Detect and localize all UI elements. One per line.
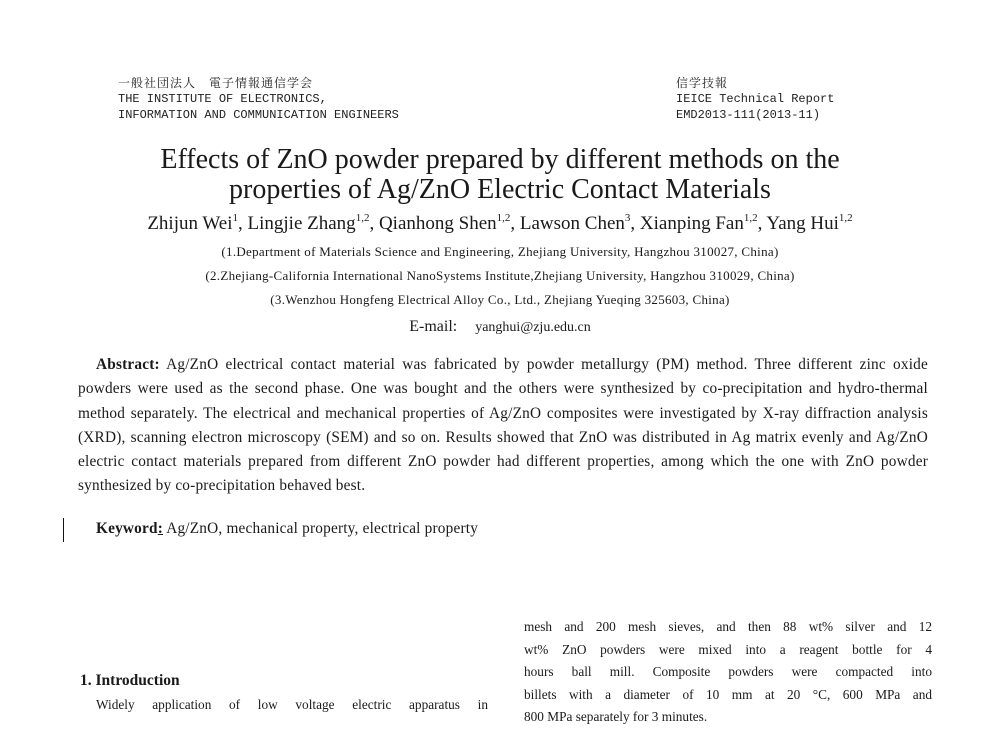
keyword-text: Ag/ZnO, mechanical property, electrical property (163, 520, 479, 537)
title-line-2: properties of Ag/ZnO Electric Contact Materials (229, 174, 771, 205)
text-cursor (63, 518, 64, 542)
author-affiliation-marker: 1 (232, 212, 239, 224)
author-separator: , (630, 213, 640, 234)
email-address: yanghui@zju.edu.cn (475, 320, 591, 335)
right-column-line: mesh and 200 mesh sieves, and then 88 wt% silver and 12 (524, 619, 932, 634)
affiliation-1: (1.Department of Materials Science and Engineering, Zhejiang University, Hangzhou 310027, China) (221, 244, 779, 259)
keyword-label: Keyword (96, 520, 158, 537)
author-affiliation-marker: 1,2 (743, 212, 758, 224)
email-line (60, 318, 940, 336)
right-column-text (524, 616, 932, 729)
report-number: EMD2013-111(2013-11) (676, 108, 821, 122)
author-separator: , (238, 213, 248, 234)
email-label: E-mail: (409, 318, 458, 335)
right-column-line: billets with a diameter of 10 mm at 20 °C, 600 MPa and (524, 686, 932, 702)
author-name: Yang Hui (766, 213, 839, 234)
author-separator: , (757, 213, 767, 234)
abstract-label: Abstract: (96, 356, 160, 373)
report-name-japanese: 信学技報 (676, 76, 729, 90)
abstract (78, 353, 928, 499)
right-column-line: 800 MPa separately for 3 minutes. (524, 709, 708, 725)
author-name: Qianhong Shen (378, 213, 497, 234)
author-name: Lawson Chen (519, 213, 625, 234)
author-separator: , (510, 213, 520, 234)
society-name-japanese: 一般社団法人 電子情報通信学会 (118, 76, 314, 90)
introduction-heading: 1. Introduction (80, 672, 180, 689)
author-affiliation-marker: 1,2 (355, 212, 370, 224)
author-separator: , (369, 213, 379, 234)
report-name: IEICE Technical Report (676, 92, 835, 106)
author-list (60, 213, 940, 235)
right-column-line: wt% ZnO powders were mixed into a reagent bottle for 4 (524, 641, 932, 657)
author-affiliation-marker: 1,2 (838, 212, 853, 224)
society-name-line2: INFORMATION AND COMMUNICATION ENGINEERS (118, 108, 399, 122)
society-name-line1: THE INSTITUTE OF ELECTRONICS, (118, 92, 327, 106)
author-name: Lingjie Zhang (247, 213, 356, 234)
author-affiliation-marker: 3 (624, 212, 631, 224)
introduction-text: Widely application of low voltage electric apparatus in (96, 697, 488, 712)
paper-title (60, 145, 940, 205)
author-affiliation-marker: 1,2 (496, 212, 511, 224)
header-right (676, 75, 834, 123)
abstract-text: Ag/ZnO electrical contact material was fabricated by powder metallurgy (PM) method. Three different zinc oxide powders were used as the second phase. One was bought and the others were synthesized by co-precipitation and hydro-thermal method separately. The electrical and mechanical properties of Ag/ZnO composites were investigated by X-ray diffraction analysis (XRD), scanning electron microscopy (SEM) and so on. Results showed that ZnO was distributed in Ag matrix evenly and Ag/ZnO electric contact materials prepared from different ZnO powder had different properties, among which the one with ZnO powder synthesized by co-precipitation behaved best. (78, 356, 928, 495)
title-line-1: Effects of ZnO powder prepared by different methods on the (160, 144, 840, 175)
affiliation-3: (3.Wenzhou Hongfeng Electrical Alloy Co., Ltd., Zhejiang Yueqing 325603, China) (270, 292, 730, 307)
author-name: Xianping Fan (639, 213, 744, 234)
author-name: Zhijun Wei (147, 213, 233, 234)
keyword-line (96, 520, 478, 538)
keyword-colon: : (157, 520, 164, 537)
right-column-line: hours ball mill. Composite powders were compacted into (524, 664, 932, 680)
header-left (118, 75, 399, 123)
affiliation-2: (2.Zhejiang-California International NanoSystems Institute,Zhejiang University, Hangzhou 310029, China) (205, 268, 795, 283)
